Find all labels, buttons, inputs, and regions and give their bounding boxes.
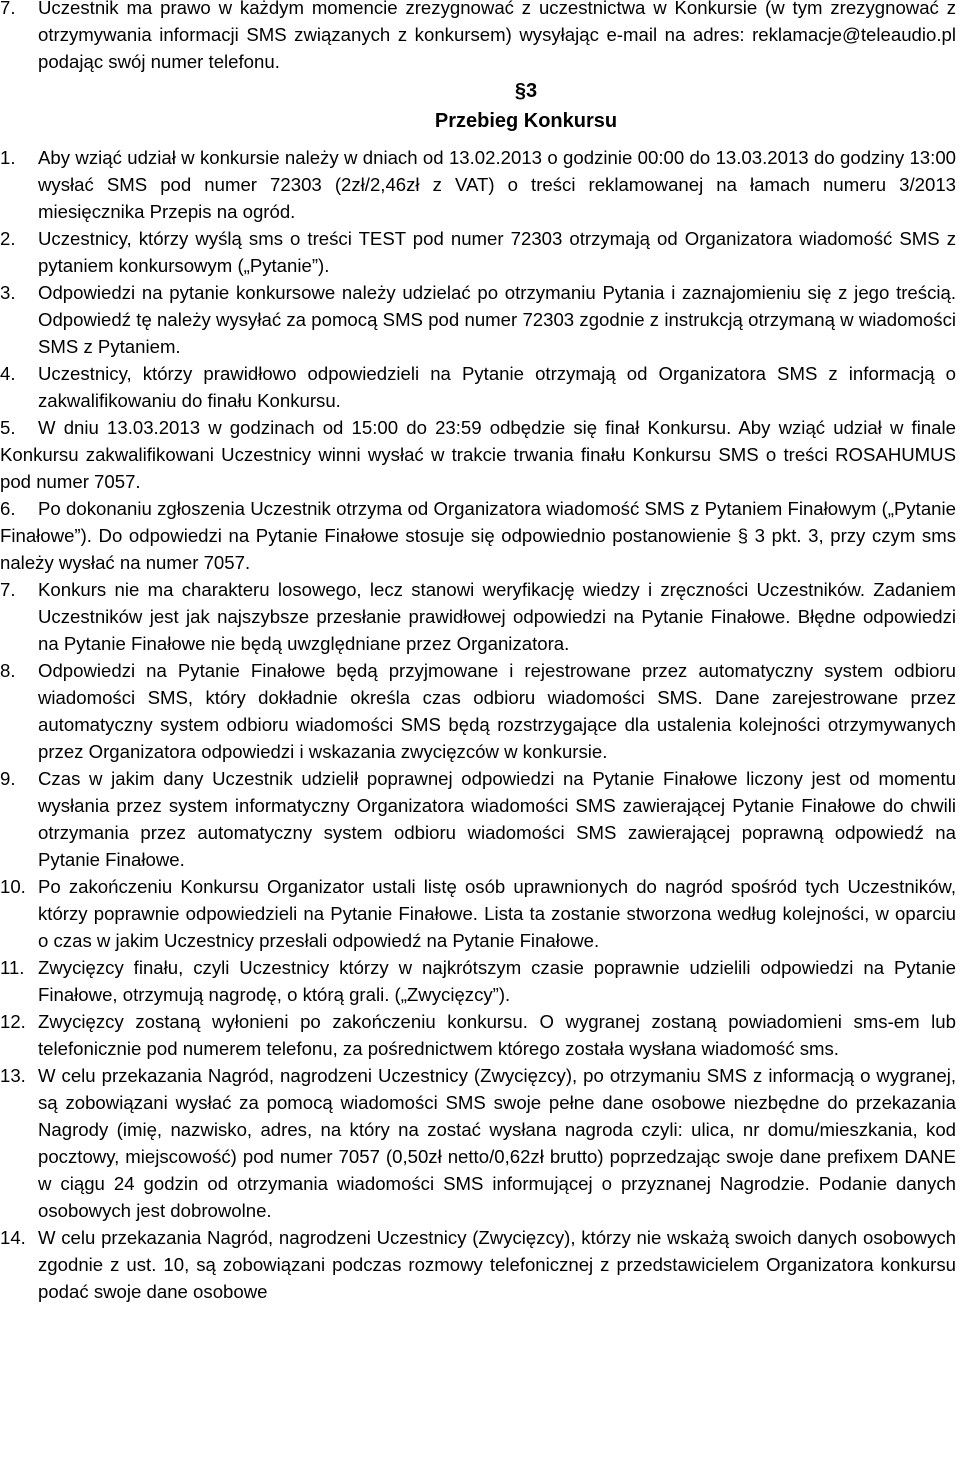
section-title: Przebieg Konkursu (434, 110, 618, 132)
list-item (0, 225, 960, 279)
item-number: 6. (0, 498, 16, 519)
item-text: Po zakończeniu Konkursu Organizator ustali listę osób uprawnionych do nagród spośród tych Uczestników, którzy poprawnie odpowiedzieli na Pytanie Finałowe. Lista ta zostanie stworzona według kolejności, w oparciu o czas w jakim Uczestnicy przesłali odpowiedź na Pytanie Finałowe. (38, 876, 956, 951)
item-text: Zwycięzcy zostaną wyłonieni po zakończeniu konkursu. O wygranej zostaną powiadomieni sms-em lub telefonicznie pod numerem telefonu, za pośrednictwem którego została wysłana wiadomość sms. (38, 1011, 956, 1059)
list-item (0, 576, 960, 657)
list-item (0, 873, 960, 954)
section-number: §3 (514, 80, 538, 102)
item-number: 12. (0, 1011, 26, 1032)
item-number: 7. (0, 579, 16, 600)
list-item (0, 765, 960, 873)
item-number: 1. (0, 147, 16, 168)
list-item (0, 360, 960, 414)
item-text: Konkurs nie ma charakteru losowego, lecz stanowi weryfikację wiedzy i zręczności Uczestników. Zadaniem Uczestników jest jak najszybsze przesłanie prawidłowej odpowiedzi na Pytanie Finałowe. Błędne odpowiedzi na Pytanie Finałowe nie będą uwzględniane przez Organizatora. (38, 579, 956, 654)
item-text: Uczestnicy, którzy prawidłowo odpowiedzieli na Pytanie otrzymają od Organizatora SMS z informacją o zakwalifikowaniu do finału Konkursu. (38, 363, 956, 411)
item-number: 3. (0, 282, 16, 303)
list-item (0, 1008, 960, 1062)
item-text: Po dokonaniu zgłoszenia Uczestnik otrzyma od Organizatora wiadomość SMS z Pytaniem Finałowym („Pytanie Finałowe”). Do odpowiedzi na Pytanie Finałowe stosuje się odpowiednio postanowienie § 3 pkt. 3, przy czym sms należy wysłać na numer 7057. (0, 498, 956, 573)
item-text: Odpowiedzi na pytanie konkursowe należy udzielać po otrzymaniu Pytania i zaznajomieniu się z jego treścią. Odpowiedź tę należy wysyłać za pomocą SMS pod numer 72303 zgodnie z instrukcją otrzymaną w wiadomości SMS z Pytaniem. (38, 282, 956, 357)
item-text: W celu przekazania Nagród, nagrodzeni Uczestnicy (Zwycięzcy), po otrzymaniu SMS z informacją o wygranej, są zobowiązani wysłać za pomocą wiadomości SMS swoje pełne dane osobowe niezbędne do przekazania Nagrody (imię, nazwisko, adres, na który na zostać wysłana nagroda czyli: ulica, nr domu/mieszkania, kod pocztowy, miejscowość) pod numer 7057 (0,50zł netto/0,62zł brutto) poprzedzając swoje dane prefixem DANE w ciągu 24 godzin od otrzymania wiadomości SMS informującej o przyznanej Nagrodzie. Podanie danych osobowych jest dobrowolne. (38, 1065, 956, 1221)
item-number: 4. (0, 363, 16, 384)
item-text: Czas w jakim dany Uczestnik udzielił poprawnej odpowiedzi na Pytanie Finałowe liczony jest od momentu wysłania przez system informatyczny Organizatora wiadomości SMS zawierającej Pytanie Finałowe do chwili otrzymania przez automatyczny system odbioru wiadomości SMS zawierającej poprawną odpowiedź na Pytanie Finałowe. (38, 768, 956, 870)
item-number: 9. (0, 768, 16, 789)
list-item (0, 144, 960, 225)
item-number: 14. (0, 1227, 26, 1248)
item-text: Aby wziąć udział w konkursie należy w dniach od 13.02.2013 o godzinie 00:00 do 13.03.2013 do godziny 13:00 wysłać SMS pod numer 72303 (2zł/2,46zł z VAT) o treści reklamowanej na łamach numeru 3/2013 miesięcznika Przepis na ogród. (38, 147, 956, 222)
list-item (0, 657, 960, 765)
item-text: Uczestnicy, którzy wyślą sms o treści TEST pod numer 72303 otrzymają od Organizatora wiadomość SMS z pytaniem konkursowym („Pytanie”). (38, 228, 956, 276)
item-text: Odpowiedzi na Pytanie Finałowe będą przyjmowane i rejestrowane przez automatyczny system odbioru wiadomości SMS, który dokładnie określa czas odbioru wiadomości SMS. Dane zarejestrowane przez automatyczny system odbioru wiadomości SMS będą rozstrzygające dla ustalenia kolejności otrzymywanych przez Organizatora odpowiedzi i wskazania zwycięzców w konkursie. (38, 660, 956, 762)
list-item (0, 414, 960, 495)
item-number: 8. (0, 660, 16, 681)
item-number: 13. (0, 1065, 26, 1086)
item-number: 5. (0, 417, 16, 438)
list-item (0, 954, 960, 1008)
list-item (0, 279, 960, 360)
intro-item-number: 7. (0, 0, 16, 18)
item-text: W dniu 13.03.2013 w godzinach od 15:00 do 23:59 odbędzie się finał Konkursu. Aby wziąć udział w finale Konkursu zakwalifikowani Uczestnicy winni wysłać w trakcie trwania finału Konkursu SMS o treści ROSAHUMUS pod numer 7057. (0, 417, 956, 492)
item-number: 2. (0, 228, 16, 249)
list-item (0, 1062, 960, 1224)
item-text: Zwycięzcy finału, czyli Uczestnicy którzy w najkrótszym czasie poprawnie udzielili odpowiedzi na Pytanie Finałowe, otrzymują nagrodę, o którą grali. („Zwycięzcy”). (38, 957, 956, 1005)
item-text: W celu przekazania Nagród, nagrodzeni Uczestnicy (Zwycięzcy), którzy nie wskażą swoich danych osobowych zgodnie z ust. 10, są zobowiązani podczas rozmowy telefonicznej z przedstawicielem Organizatora konkursu podać swoje dane osobowe (38, 1227, 956, 1302)
list-item (0, 495, 960, 576)
intro-item-text: Uczestnik ma prawo w każdym momencie zrezygnować z uczestnictwa w Konkursie (w tym zrezygnować z otrzymywania informacji SMS związanych z konkursem) wysyłając e-mail na adres: reklamacje@teleaudio.pl podając swój numer telefonu. (38, 0, 956, 72)
list-item (0, 1224, 960, 1305)
item-number: 10. (0, 876, 26, 897)
intro-list-item (0, 0, 960, 75)
item-number: 11. (0, 957, 25, 978)
